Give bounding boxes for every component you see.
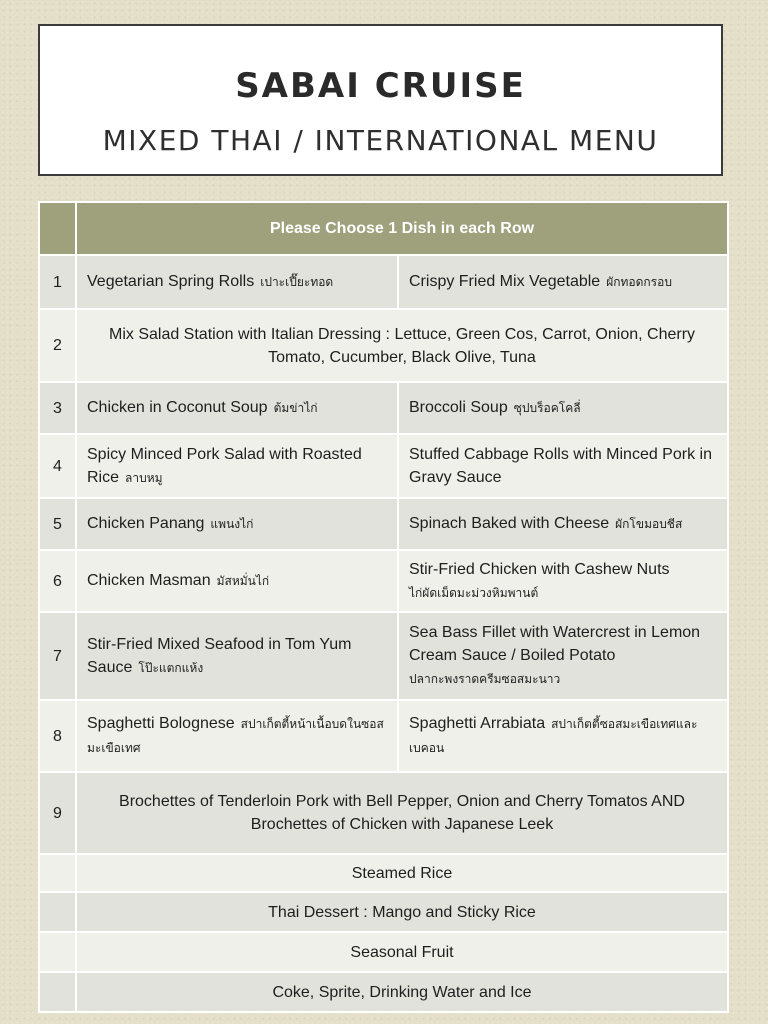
dish-name: Chicken Panang (87, 515, 205, 532)
dish-option-b (398, 434, 728, 498)
dish-option-a (76, 255, 398, 309)
included-item: Coke, Sprite, Drinking Water and Ice (76, 972, 728, 1012)
dish-option-b (398, 612, 728, 700)
dish-name: Chicken in Coconut Soup (87, 399, 268, 416)
row-number-empty (39, 972, 76, 1012)
table-heading: Please Choose 1 Dish in each Row (76, 202, 728, 255)
dish-name: Stir-Fried Mixed Seafood in Tom Yum Sauce (87, 635, 352, 676)
table-row (39, 612, 728, 700)
included-item: Steamed Rice (76, 854, 728, 892)
dish-name: Broccoli Soup (409, 399, 508, 416)
table-row (39, 550, 728, 612)
row-number: 7 (39, 612, 76, 700)
row-number: 4 (39, 434, 76, 498)
dish-name: Spicy Minced Pork Salad with Roasted Rice (87, 445, 362, 486)
dish-name: Sea Bass Fillet with Watercrest in Lemon Cream Sauce / Boiled Potato (409, 624, 701, 664)
table-row (39, 854, 728, 892)
menu-table (38, 201, 729, 1013)
row-number: 6 (39, 550, 76, 612)
row-number: 5 (39, 498, 76, 550)
dish-name: Spaghetti Arrabiata (409, 715, 546, 732)
table-row (39, 382, 728, 434)
row-number: 8 (39, 700, 76, 772)
row-number: 1 (39, 255, 76, 309)
dish-option-b (398, 700, 728, 772)
dish-thai-name: สปาเก็ตตี้ซอสมะเขือเทศและเบคอน (409, 717, 698, 755)
dish-option-a (76, 700, 398, 772)
row-number-empty (39, 932, 76, 972)
dish-thai-name: ผักทอดกรอบ (606, 275, 672, 289)
table-row (39, 932, 728, 972)
dish-thai-name: ซุปบร็อคโคลี่ (513, 401, 581, 415)
dish-thai-name: ปลากะพงราดครีมซอสมะนาว (409, 672, 561, 686)
table-row (39, 972, 728, 1012)
dish-name: Chicken Masman (87, 572, 211, 589)
menu-title: SABAI CRUISE (235, 66, 526, 106)
row-number: 9 (39, 772, 76, 854)
dish-thai-name: ไก่ผัดเม็ดมะม่วงหิมพานต์ (409, 585, 539, 600)
dish-thai-name: เปาะเปี๊ยะทอด (260, 275, 334, 289)
row-number-empty (39, 854, 76, 892)
dish-thai-name: ต้มข่าไก่ (273, 401, 318, 415)
dish-thai-name: ลาบหมู (125, 470, 163, 485)
dish-full-row: Mix Salad Station with Italian Dressing : Lettuce, Green Cos, Carrot, Onion, Cherry Tomato, Cucumber, Black Olive, Tuna (76, 309, 728, 382)
dish-option-a (76, 550, 398, 612)
menu-subtitle: MIXED THAI / INTERNATIONAL MENU (102, 124, 659, 157)
included-item: Seasonal Fruit (76, 932, 728, 972)
header-number-cell (39, 202, 76, 255)
table-row (39, 892, 728, 932)
table-row (39, 255, 728, 309)
dish-option-a (76, 612, 398, 700)
dish-full-row: Brochettes of Tenderloin Pork with Bell Pepper, Onion and Cherry Tomatos AND Brochettes of Chicken with Japanese Leek (76, 772, 728, 854)
dish-name: Crispy Fried Mix Vegetable (409, 273, 601, 290)
dish-thai-name: โป๊ะแตกแห้ง (138, 660, 204, 675)
table-row (39, 772, 728, 854)
row-number: 2 (39, 309, 76, 382)
dish-name: Spaghetti Bolognese (87, 715, 235, 732)
dish-name: Stuffed Cabbage Rolls with Minced Pork in Gravy Sauce (409, 446, 712, 486)
dish-option-b (398, 255, 728, 309)
menu-header (38, 24, 723, 176)
table-row (39, 700, 728, 772)
dish-thai-name: แพนงไก่ (210, 517, 254, 531)
dish-option-a (76, 382, 398, 434)
dish-name: Vegetarian Spring Rolls (87, 273, 255, 290)
row-number: 3 (39, 382, 76, 434)
dish-option-b (398, 498, 728, 550)
dish-option-b (398, 382, 728, 434)
table-header-row (39, 202, 728, 255)
table-row (39, 498, 728, 550)
dish-option-a (76, 434, 398, 498)
dish-option-a (76, 498, 398, 550)
dish-thai-name: มัสหมั่นไก่ (216, 574, 270, 588)
dish-name: Stir-Fried Chicken with Cashew Nuts (409, 560, 670, 578)
dish-thai-name: สปาเก็ตตี้หน้าเนื้อบดในซอสมะเขือเทศ (87, 717, 384, 755)
table-row (39, 309, 728, 382)
row-number-empty (39, 892, 76, 932)
dish-name: Spinach Baked with Cheese (409, 515, 610, 532)
table-row (39, 434, 728, 498)
dish-thai-name: ผักโขมอบชีส (615, 517, 683, 531)
dish-option-b (398, 550, 728, 612)
included-item: Thai Dessert : Mango and Sticky Rice (76, 892, 728, 932)
